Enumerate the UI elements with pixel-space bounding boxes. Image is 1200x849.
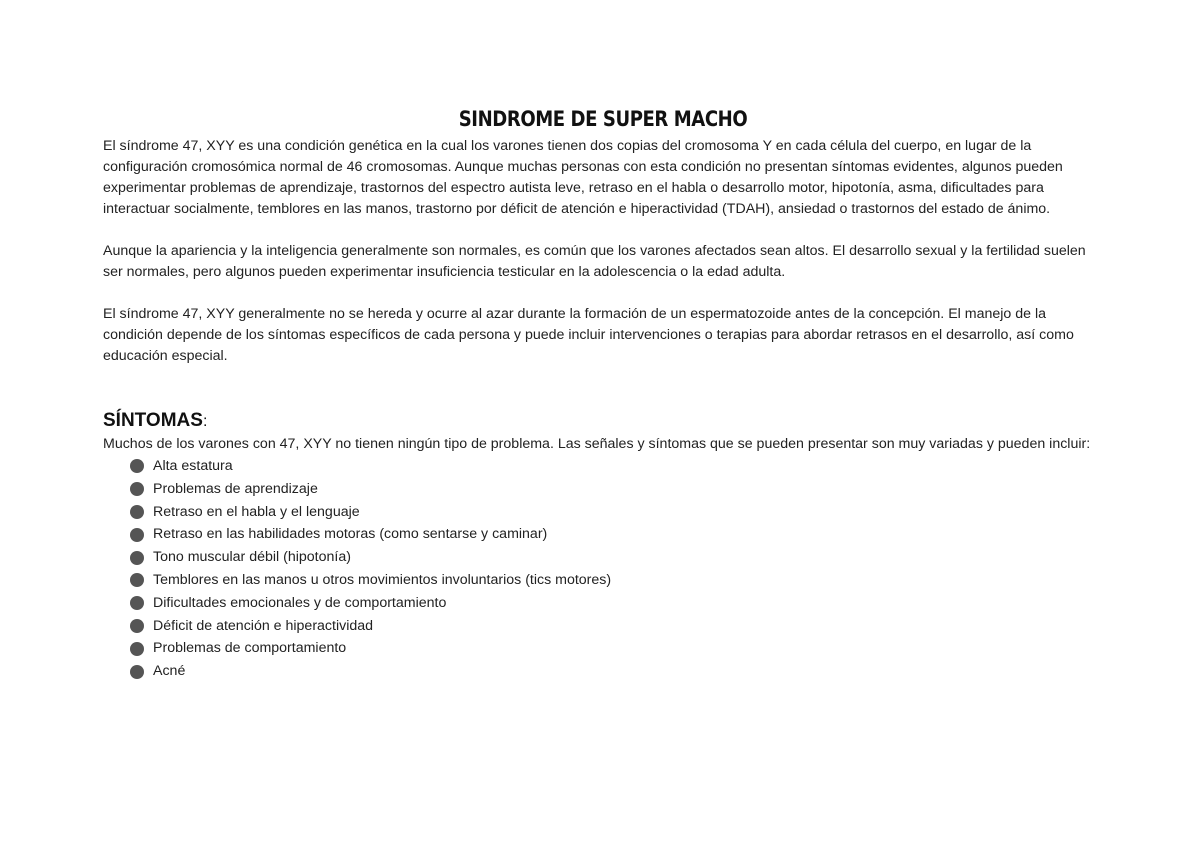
bullet-icon (130, 642, 144, 656)
list-item-label: Retraso en las habilidades motoras (como sentarse y caminar) (153, 526, 548, 543)
list-item-label: Tono muscular débil (hipotonía) (153, 549, 351, 566)
bullet-icon (130, 505, 144, 519)
paragraph-spacer (103, 283, 1103, 304)
bullet-icon (130, 459, 144, 473)
list-item-label: Alta estatura (153, 458, 233, 474)
bullet-icon (130, 665, 144, 679)
symptoms-heading-text: SÍNTOMAS (103, 410, 203, 431)
document-title: SINDROME DE SUPER MACHO (458, 107, 748, 131)
paragraph-intro: El síndrome 47, XYY es una condición genética en la cual los varones tienen dos copias del cromosoma Y en cada célula del cuerpo, en lugar de la configuración cromosómica normal de 46 cromosomas. Aunque muchas personas con esta condición no presentan síntomas evidentes, algunos pueden experimentar problemas de aprendizaje, trastornos del espectro autista leve, retraso en el habla o desarrollo motor, hipotonía, asma, dificultades para interactuar socialmente, temblores en las manos, trastorno por déficit de atención e hiperactividad (TDAH), ansiedad o trastornos del estado de ánimo. (103, 138, 1063, 217)
bullet-icon (130, 573, 144, 587)
list-item-label: Problemas de aprendizaje (153, 480, 318, 497)
list-item-label: Retraso en el habla y el lenguaje (153, 503, 360, 520)
symptoms-list (103, 455, 1103, 683)
symptoms-intro: Muchos de los varones con 47, XYY no tienen ningún tipo de problema. Las señales y síntomas que se pueden presentar son muy variadas y pueden incluir: (103, 436, 1091, 452)
document-content (103, 106, 1103, 683)
list-item (130, 569, 1103, 592)
list-item (130, 501, 1103, 524)
paragraph-inheritance: El síndrome 47, XYY generalmente no se hereda y ocurre al azar durante la formación de un espermatozoide antes de la concepción. El manejo de la condición depende de los síntomas específicos de cada persona y puede incluir intervenciones o terapias para abordar retrasos en el desarrollo, así como educación especial. (103, 306, 1074, 364)
list-item (130, 455, 1103, 478)
bullet-icon (130, 482, 144, 496)
list-item-label: Acné (153, 663, 186, 680)
list-item (130, 523, 1103, 546)
paragraph-appearance: Aunque la apariencia y la inteligencia generalmente son normales, es común que los varones afectados sean altos. El desarrollo sexual y la fertilidad suelen ser normales, pero algunos pueden experimentar insuficiencia testicular en la adolescencia o la edad adulta. (103, 243, 1086, 280)
list-item (130, 592, 1103, 615)
list-item (130, 546, 1103, 569)
bullet-icon (130, 596, 144, 610)
list-item (130, 615, 1103, 638)
section-spacer (103, 367, 1103, 409)
bullet-icon (130, 551, 144, 565)
paragraph-spacer (103, 220, 1103, 241)
bullet-icon (130, 619, 144, 633)
list-item-label: Temblores en las manos u otros movimientos involuntarios (tics motores) (153, 571, 612, 588)
list-item (130, 660, 1103, 683)
list-item-label: Problemas de comportamiento (153, 640, 347, 657)
list-item (130, 478, 1103, 501)
symptoms-heading (103, 409, 1103, 434)
symptoms-heading-colon: : (202, 413, 208, 430)
bullet-icon (130, 528, 144, 542)
list-item (130, 637, 1103, 660)
list-item-label: Déficit de atención e hiperactividad (153, 617, 374, 634)
list-item-label: Dificultades emocionales y de comportamiento (153, 594, 447, 611)
